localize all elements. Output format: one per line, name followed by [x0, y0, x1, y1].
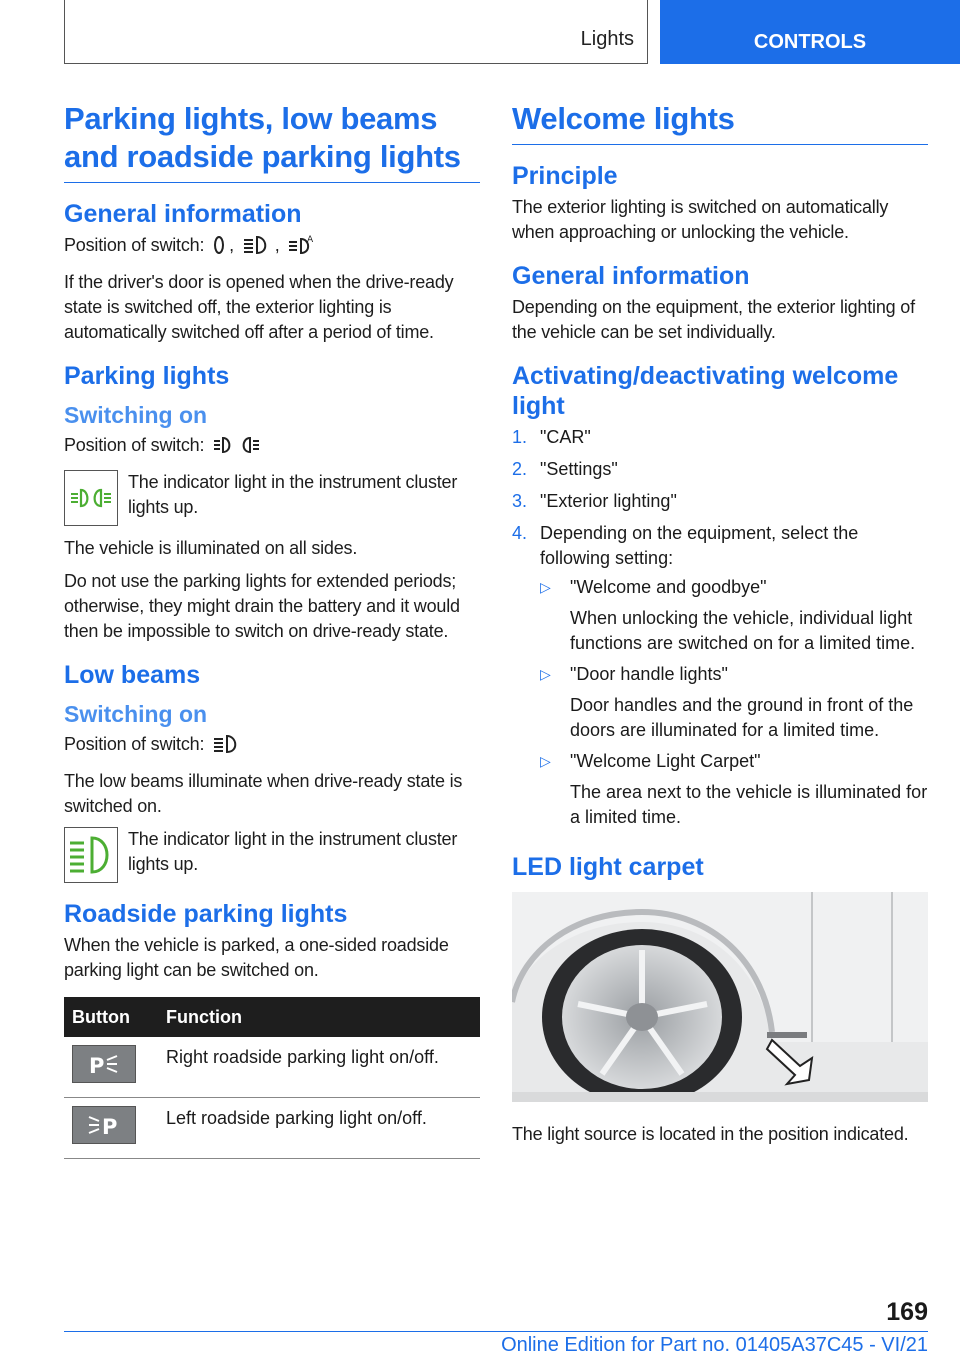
list-item: ▷ "Welcome Light Carpet" The area next to the vehicle is illuminated for a limited time. — [540, 749, 928, 830]
header-frame — [64, 0, 648, 64]
table-row — [64, 1037, 480, 1098]
switch-positions-line: Position of switch: , , A — [64, 233, 480, 262]
left-page-heading: Parking lights, low beams and roadside parking lights — [64, 100, 480, 183]
right-roadside-parking-icon[interactable] — [72, 1045, 136, 1083]
parking-indicator-note — [64, 470, 480, 526]
parking-indicator-icon — [64, 470, 118, 526]
list-item: 1. "CAR" — [512, 427, 591, 447]
setting-options — [540, 575, 928, 830]
low-switching-on-heading: Switching on — [64, 701, 208, 727]
parking-indicator-text: The indicator light in the instrument cluster lights up. — [128, 472, 458, 517]
triangle-bullet-icon: ▷ — [540, 579, 551, 595]
function-cell: Left roadside parking light on/off. — [158, 1098, 480, 1159]
svg-text:A: A — [307, 235, 314, 245]
parking-switching-on-heading: Switching on — [64, 402, 208, 428]
principle-text: The exterior lighting is switched on automatically when approaching or unlocking the vehicle. — [512, 197, 889, 242]
led-light-carpet-illustration — [512, 892, 928, 1102]
automatic-headlight-icon — [287, 233, 317, 262]
roadside-parking-table — [64, 997, 480, 1159]
parking-switch-position-line: Position of switch: — [64, 433, 480, 462]
low-beam-indicator-text: The indicator light in the instrument cluster lights up. — [128, 829, 458, 874]
low-beam-indicator-note — [64, 827, 480, 883]
function-cell: Right roadside parking light on/off. — [158, 1037, 480, 1098]
list-item: 3. "Exterior lighting" — [512, 491, 677, 511]
table-header-row — [64, 997, 480, 1037]
list-item: ▷ "Door handle lights" Door handles and the ground in front of the doors are illuminated for a limited time. — [540, 662, 928, 743]
lights-off-icon — [212, 235, 226, 262]
general-info-text: Depending on the equipment, the exterior lighting of the vehicle can be set individually. — [512, 297, 915, 342]
principle-heading: Principle — [512, 162, 618, 190]
low-beams-heading: Low beams — [64, 661, 201, 689]
left-column — [64, 100, 480, 1159]
right-page-heading: Welcome lights — [512, 100, 928, 145]
roadside-parking-heading: Roadside parking lights — [64, 900, 348, 928]
page-number: 169 — [886, 1298, 928, 1326]
chapter-tab: CONTROLS — [660, 0, 960, 64]
low-beams-text: The low beams illuminate when drive-ready state is switched on. — [64, 771, 463, 816]
low-beam-indicator-icon — [64, 827, 118, 883]
triangle-bullet-icon: ▷ — [540, 753, 551, 769]
parking-text-1: The vehicle is illuminated on all sides. — [64, 538, 358, 558]
list-item: ▷ "Welcome and goodbye" When unlocking the vehicle, individual light functions are switched on for a limited time. — [540, 575, 928, 656]
parking-lights-heading: Parking lights — [64, 362, 230, 390]
right-column — [512, 100, 928, 1155]
svg-text:P: P — [102, 1115, 118, 1137]
left-roadside-parking-icon[interactable] — [72, 1106, 136, 1144]
list-item: 4. Depending on the equipment, select the following setting: ▷ "Welcome and goodbye" When unlocking the vehicle, individual light functions are switched on for a limited time. ▷ "Door handle lights" Door handles and the ground in front of the doors are illuminated for a limited time. ▷ "Welcome Light Carpet" The area next to the vehicle is illuminated for a limited time. — [512, 521, 928, 836]
low-beam-icon — [212, 734, 242, 761]
activate-welcome-heading: Activating/deactivating welcome light — [512, 362, 899, 420]
general-information-heading: General information — [64, 200, 302, 228]
footer-divider — [64, 1331, 928, 1332]
svg-text:P: P — [89, 1054, 105, 1076]
welcome-steps-list — [512, 425, 928, 836]
general-info-text: If the driver's door is opened when the drive-ready state is switched off, the exterior lighting is automatically switched off after a period of time. — [64, 272, 454, 342]
column-header-function: Function — [158, 997, 480, 1037]
roadside-parking-text: When the vehicle is parked, a one-sided roadside parking light can be switched on. — [64, 935, 449, 980]
low-switch-position-line: Position of switch: — [64, 732, 480, 761]
parking-text-2: Do not use the parking lights for extended periods; otherwise, they might drain the battery and it would then be impossible to switch on drive-ready state. — [64, 571, 460, 641]
edition-footer: Online Edition for Part no. 01405A37C45 - VI/21 — [501, 1334, 928, 1356]
section-title: Lights — [580, 28, 634, 50]
table-row — [64, 1098, 480, 1159]
general-information-heading: General information — [512, 262, 750, 290]
led-light-carpet-text: The light source is located in the position indicated. — [512, 1124, 909, 1144]
led-light-carpet-heading: LED light carpet — [512, 853, 704, 881]
column-header-button: Button — [64, 997, 158, 1037]
parking-lights-icon — [212, 435, 262, 462]
triangle-bullet-icon: ▷ — [540, 666, 551, 682]
list-item: 2. "Settings" — [512, 459, 618, 479]
low-beam-icon — [242, 235, 272, 262]
